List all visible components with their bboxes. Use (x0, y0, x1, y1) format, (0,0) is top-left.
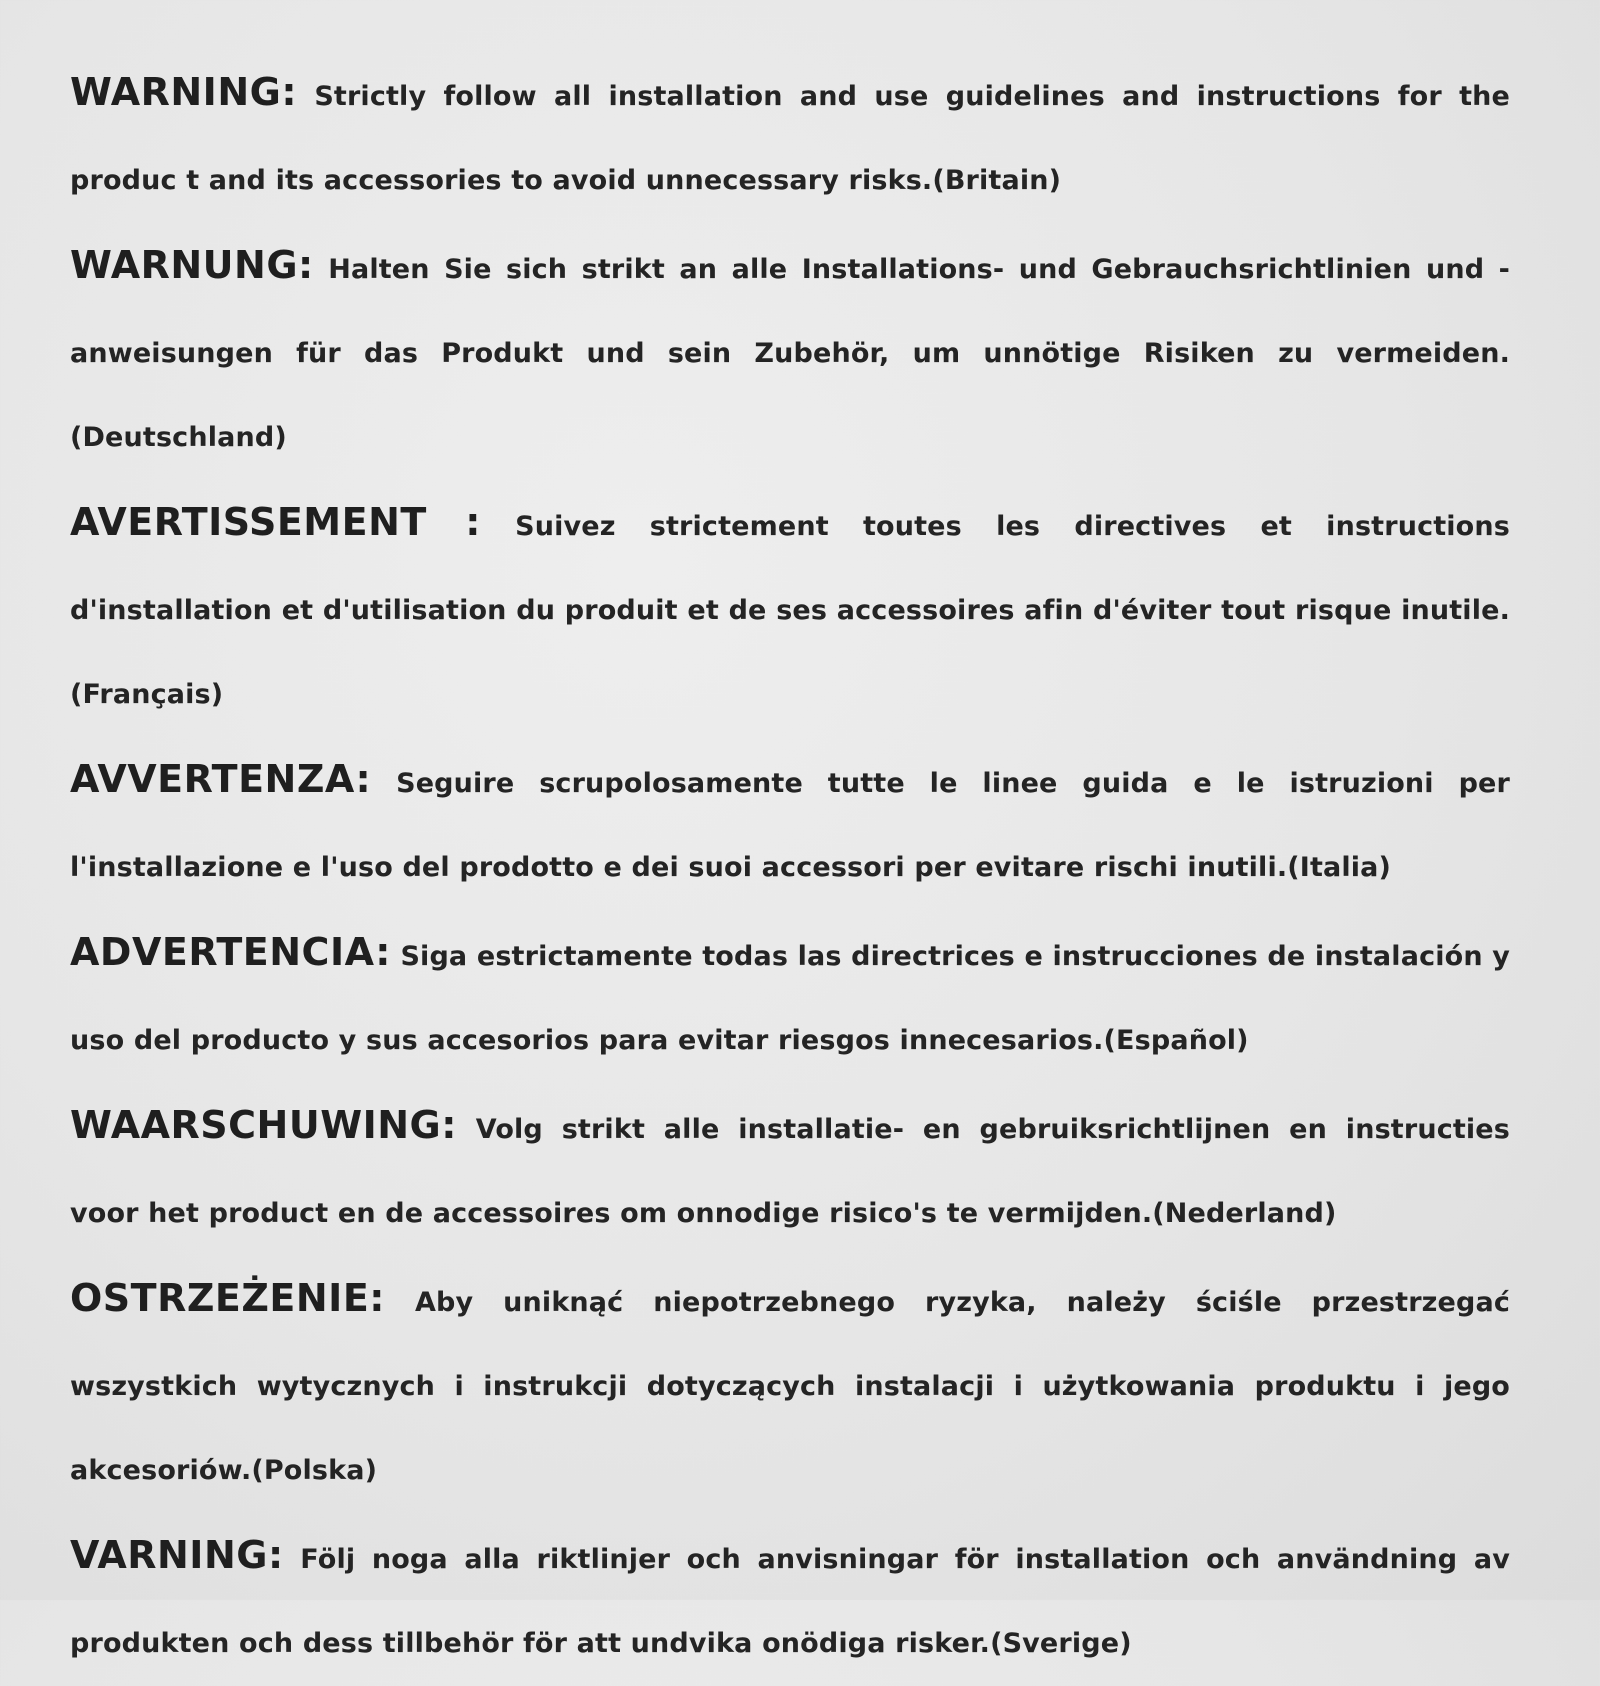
warning-heading: VARNING: (70, 1533, 284, 1577)
warning-text: Volg strikt alle installatie- en gebruiksrichtlijnen en instructies voor het product en de accessoires om onnodige risico's te vermijden.(Nederland) (70, 1114, 1510, 1229)
warning-heading: AVVERTENZA: (70, 757, 372, 801)
warning-text: Suivez strictement toutes les directives et instructions d'installation et d'utilisation du produit et de ses accessoires afin d'éviter tout risque inutile.(Français) (70, 511, 1510, 710)
warning-text: Siga estrictamente todas las directrices e instrucciones de instalación y uso del producto y sus accesorios para evitar riesgos innecesarios.(Español) (70, 941, 1510, 1056)
warning-heading: OSTRZEŻENIE: (70, 1276, 385, 1320)
warning-german (70, 223, 1510, 480)
warning-dutch (70, 1083, 1510, 1256)
warning-text: Aby uniknąć niepotrzebnego ryzyka, należy ściśle przestrzegać wszystkich wytycznych i instrukcji dotyczących instalacji i użytkowania produktu i jego akcesoriów.(Polska) (70, 1287, 1510, 1486)
warning-polish (70, 1256, 1510, 1513)
warning-french (70, 480, 1510, 737)
warning-heading: AVERTISSEMENT : (70, 500, 481, 544)
warning-heading: WARNUNG: (70, 243, 314, 287)
warning-heading: ADVERTENCIA: (70, 930, 391, 974)
warning-spanish (70, 910, 1510, 1083)
warning-heading: WARNING: (70, 70, 298, 114)
warning-text: Strictly follow all installation and use guidelines and instructions for the produc t and its accessories to avoid unnecessary risks.(Britain) (70, 81, 1510, 196)
warning-text: Halten Sie sich strikt an alle Installations- und Gebrauchsrichtlinien und -anweisungen für das Produkt und sein Zubehör, um unnötige Risiken zu vermeiden.(Deutschland) (70, 254, 1510, 453)
warning-text: Följ noga alla riktlinjer och anvisningar för installation och användning av produkten och dess tillbehör för att undvika onödiga risker.(Sverige) (70, 1544, 1510, 1659)
warning-heading: WAARSCHUWING: (70, 1103, 457, 1147)
warning-english (70, 50, 1510, 223)
warning-italian (70, 737, 1510, 910)
warning-text: Seguire scrupolosamente tutte le linee guida e le istruzioni per l'installazione e l'uso del prodotto e dei suoi accessori per evitare rischi inutili.(Italia) (70, 768, 1510, 883)
